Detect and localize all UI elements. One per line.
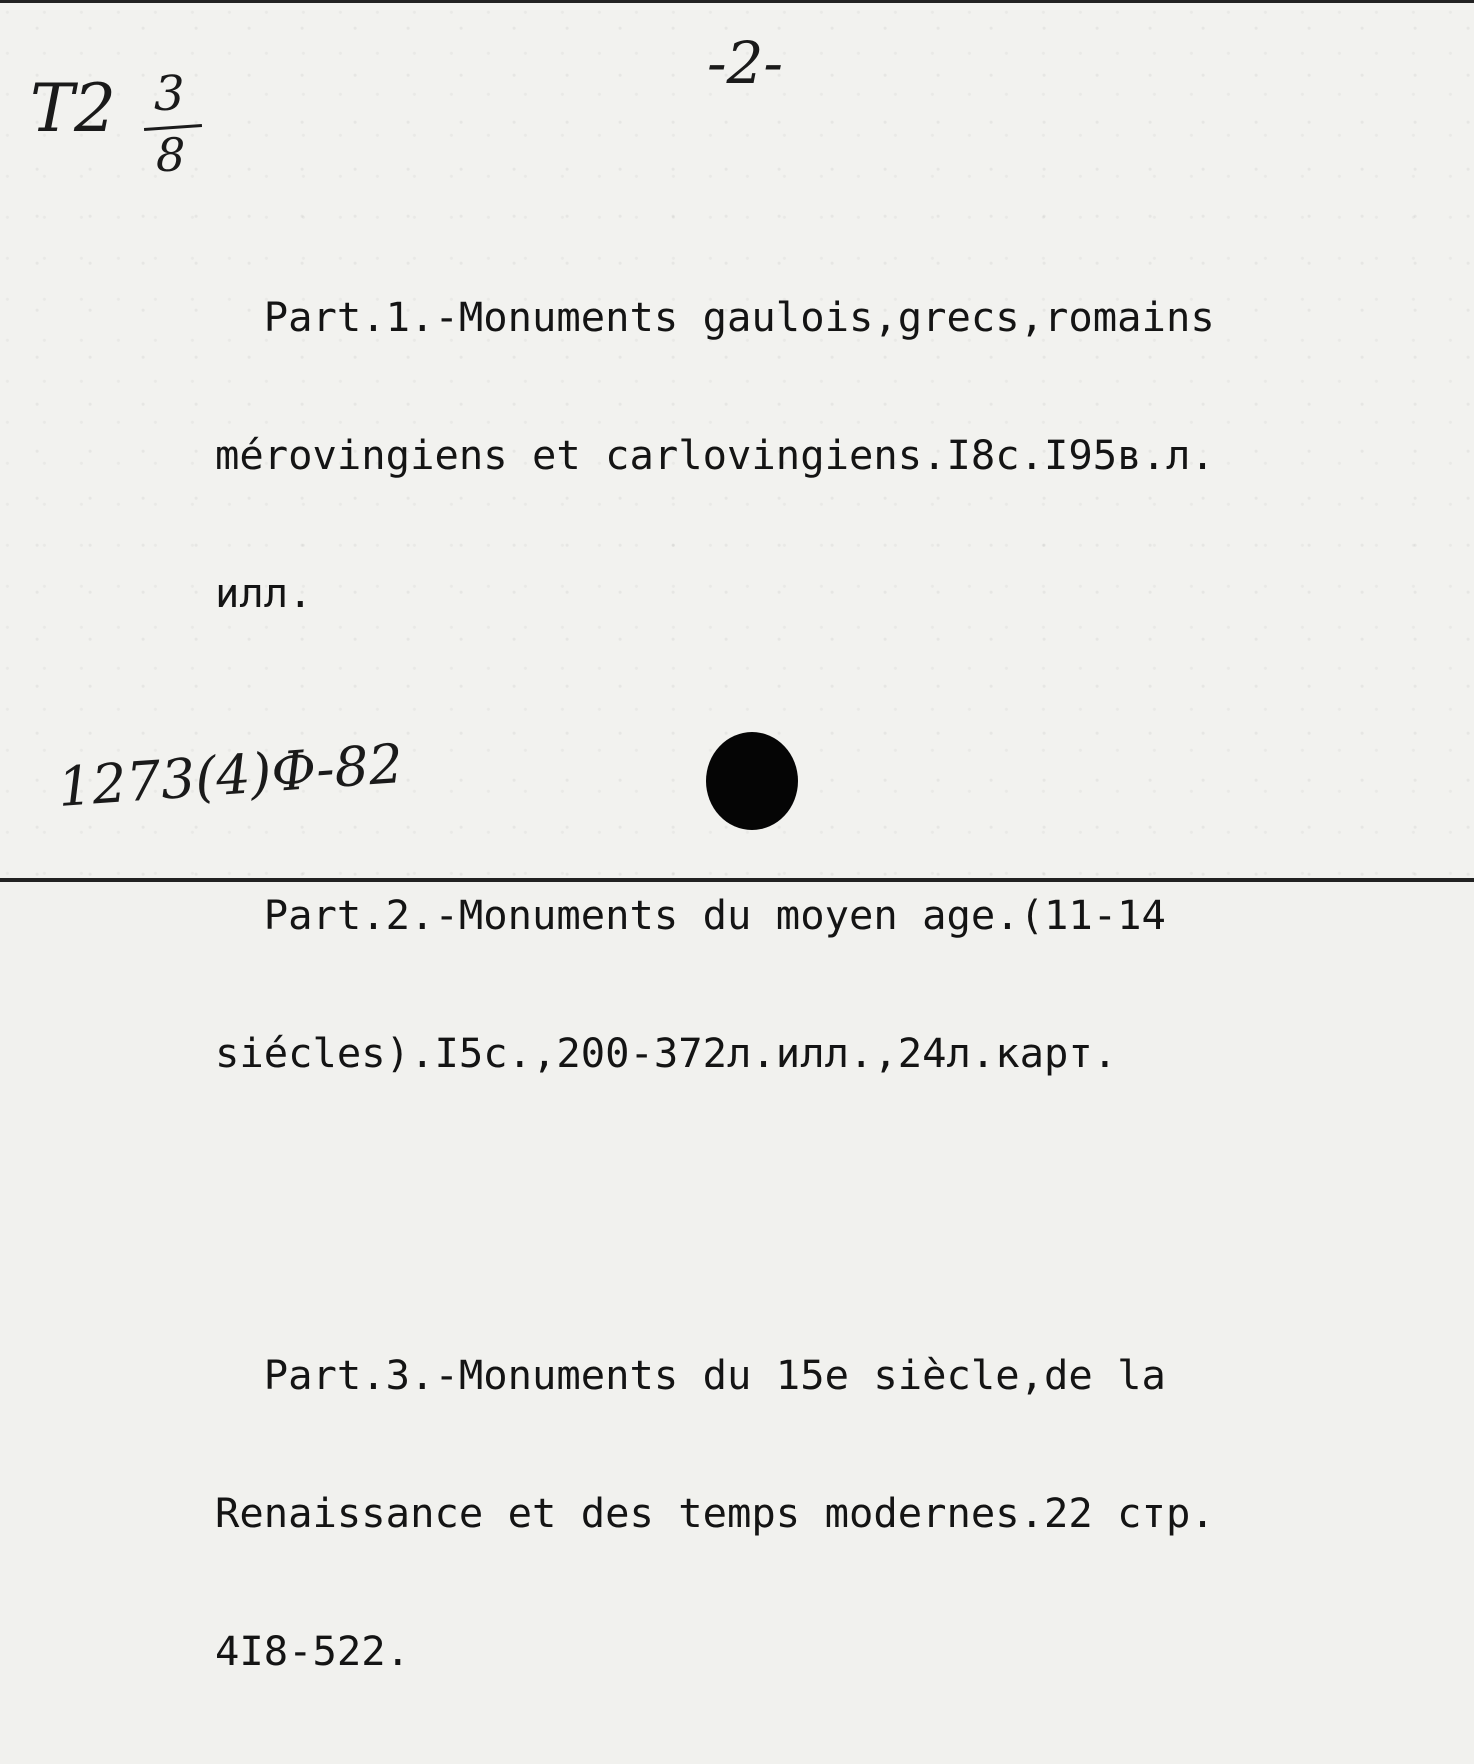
punch-hole [706, 732, 798, 830]
shelfmark-main: T2 [30, 70, 117, 147]
bibliographic-entries [215, 110, 1465, 1764]
entry-line: siécles).I5c.,200-372л.илл.,24л.карт. [215, 1029, 1118, 1077]
entry-line: mérovingiens et carlovingiens.I8c.I95в.л. [215, 431, 1215, 479]
entry-part-3 [215, 1260, 1465, 1764]
shelfmark-denominator: 8 [156, 128, 186, 182]
entry-part-2 [215, 800, 1465, 1168]
entry-line: Part.2.-Monuments du moyen age.(11-14 [215, 891, 1166, 939]
entry-line: илл. [215, 569, 313, 617]
entry-line: Renaissance et des temps modernes.22 стр. [215, 1489, 1215, 1537]
entry-line: 4I8-522. [215, 1627, 411, 1675]
page-number: -2- [706, 29, 784, 97]
handwritten-call-number: 1273(4)Ф-82 [55, 731, 406, 819]
entry-line: Part.1.-Monuments gaulois,grecs,romains [215, 293, 1215, 341]
shelfmark [22, 66, 212, 200]
entry-part-1 [215, 202, 1465, 708]
entry-line: Part.3.-Monuments du 15e siècle,de la [215, 1351, 1166, 1399]
shelfmark-numerator: 3 [154, 66, 185, 122]
card-bottom-edge [0, 878, 1474, 882]
card-top-edge [0, 0, 1474, 3]
